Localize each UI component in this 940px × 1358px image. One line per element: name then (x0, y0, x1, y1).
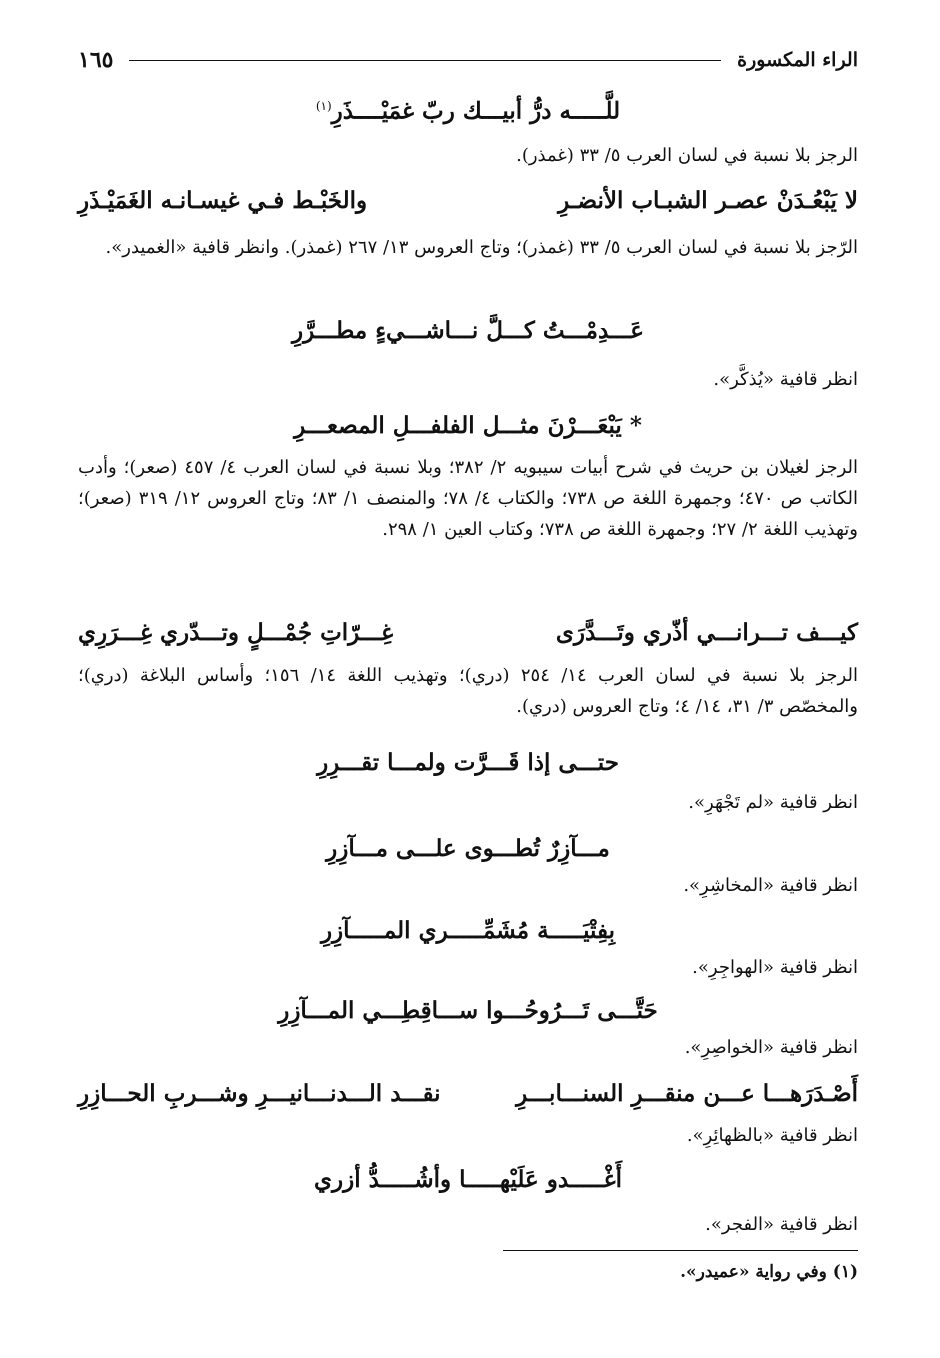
citation-note: الرجز بلا نسبة في لسان العرب ١٤/ ٢٥٤ (دري)؛ وتهذيب اللغة ١٤/ ١٥٦؛ وأساس البلاغة (دري)؛ والمخصّص ٣/ ٣١، ١٤/ ٤؛ وتاج العروس (دري). (78, 665, 858, 717)
footnote: (١) وفي رواية «عميدر». (680, 1262, 858, 1282)
verse-line: حتـــى إذا قَـــرَّت ولمـــا تقـــرِرِ (317, 749, 619, 776)
verse-hemistich-first: كيـــف تـــرانـــي أذّري وتَـــدَّرَى (555, 619, 858, 646)
citation-note: انظر قافية «بالظهائِرِ». (686, 1125, 858, 1146)
verse-line (78, 615, 858, 651)
citation-note: الرّجز بلا نسبة في لسان العرب ٥/ ٣٣ (غمذر)؛ وتاج العروس ١٣/ ٢٦٧ (غمذر). وانظر قافية «الغميدر». (105, 237, 858, 258)
footnote-rule (503, 1250, 858, 1251)
citation-note: الرجز لغيلان بن حريث في شرح أبيات سيبويه ٢/ ٣٨٢؛ وبلا نسبة في لسان العرب ٤/ ٤٥٧ (صعر)؛ وأدب الكاتب ص ٤٧٠؛ وجمهرة اللغة ص ٧٣٨؛ والكتاب ٤/ ٧٨؛ والمنصف ١/ ٨٣؛ وتاج العروس ١٢/ ٣١٩ (صعر)؛ وتهذيب اللغة ٢/ ٢٧؛ وجمهرة اللغة ص ٧٣٨؛ وكتاب العين ١/ ٢٩٨. (78, 457, 858, 540)
citation-note: انظر قافية «المخاشِرِ». (683, 875, 858, 896)
verse-line: أَغْـــــدو عَلَيْهـــــا وأشُـــــدُّ أزري (313, 1166, 623, 1193)
verse-line (78, 1076, 858, 1112)
verse-line: * يَبْعَـــرْنَ مثـــل الفلفـــلِ المصعـــرِ (294, 412, 642, 439)
verse-line: عَـــدِمْـــتُ كـــلَّ نـــاشـــيءٍ مطـــرَّرِ (291, 317, 645, 344)
citation-note: الرجز بلا نسبة في لسان العرب ٥/ ٣٣ (غمذر). (516, 145, 858, 166)
citation-note: انظر قافية «يُذكَّر». (713, 369, 858, 390)
running-header (78, 40, 858, 80)
verse-text: للَّـــــه درُّ أبيـــك ربّ غمَيْــــذَرِ (331, 97, 621, 125)
verse-line: مـــآزِرٌ تُطـــوى علـــى مـــآزِرِ (326, 835, 610, 862)
citation-note: انظر قافية «لم تَجْهَرِ». (688, 792, 858, 813)
verse-line: حَتَّـــى تَـــرُوحُـــوا ســـاقِطِـــي المـــآزِرِ (278, 997, 658, 1024)
header-rule (129, 60, 721, 61)
verse-hemistich-second: غِـــرّاتِ جُمْـــلٍ وتـــدّري غِـــرَرِي (78, 619, 394, 646)
chapter-title: الراء المكسورة (737, 49, 858, 71)
citation-note: انظر قافية «الفجر». (705, 1214, 858, 1235)
verse-hemistich-first: لا يَبْعُـدَنْ عصـر الشبـاب الأنضـرِ (558, 187, 858, 214)
verse-line: بِفِتْيَـــــة مُشَمِّـــــري المـــــآزِرِ (320, 917, 616, 944)
verse-hemistich-second: نقـــد الـــدنـــانيـــرِ وشـــربِ الحـــازِرِ (78, 1080, 441, 1107)
verse-line (78, 183, 858, 219)
footnote-ref: (١) (315, 99, 332, 113)
verse-line (78, 88, 858, 130)
citation-note: انظر قافية «الخواصِرِ». (684, 1037, 858, 1058)
page-number: ١٦٥ (78, 47, 114, 73)
verse-hemistich-first: أَصْـدَرَهـــا عـــن منقـــرِ السنـــابـــرِ (516, 1080, 858, 1107)
verse-hemistich-second: والخَبْـط فـي غيسـانـه الغَمَيْـذَرِ (78, 187, 368, 214)
citation-note: انظر قافية «الهواجِرِ». (692, 957, 858, 978)
